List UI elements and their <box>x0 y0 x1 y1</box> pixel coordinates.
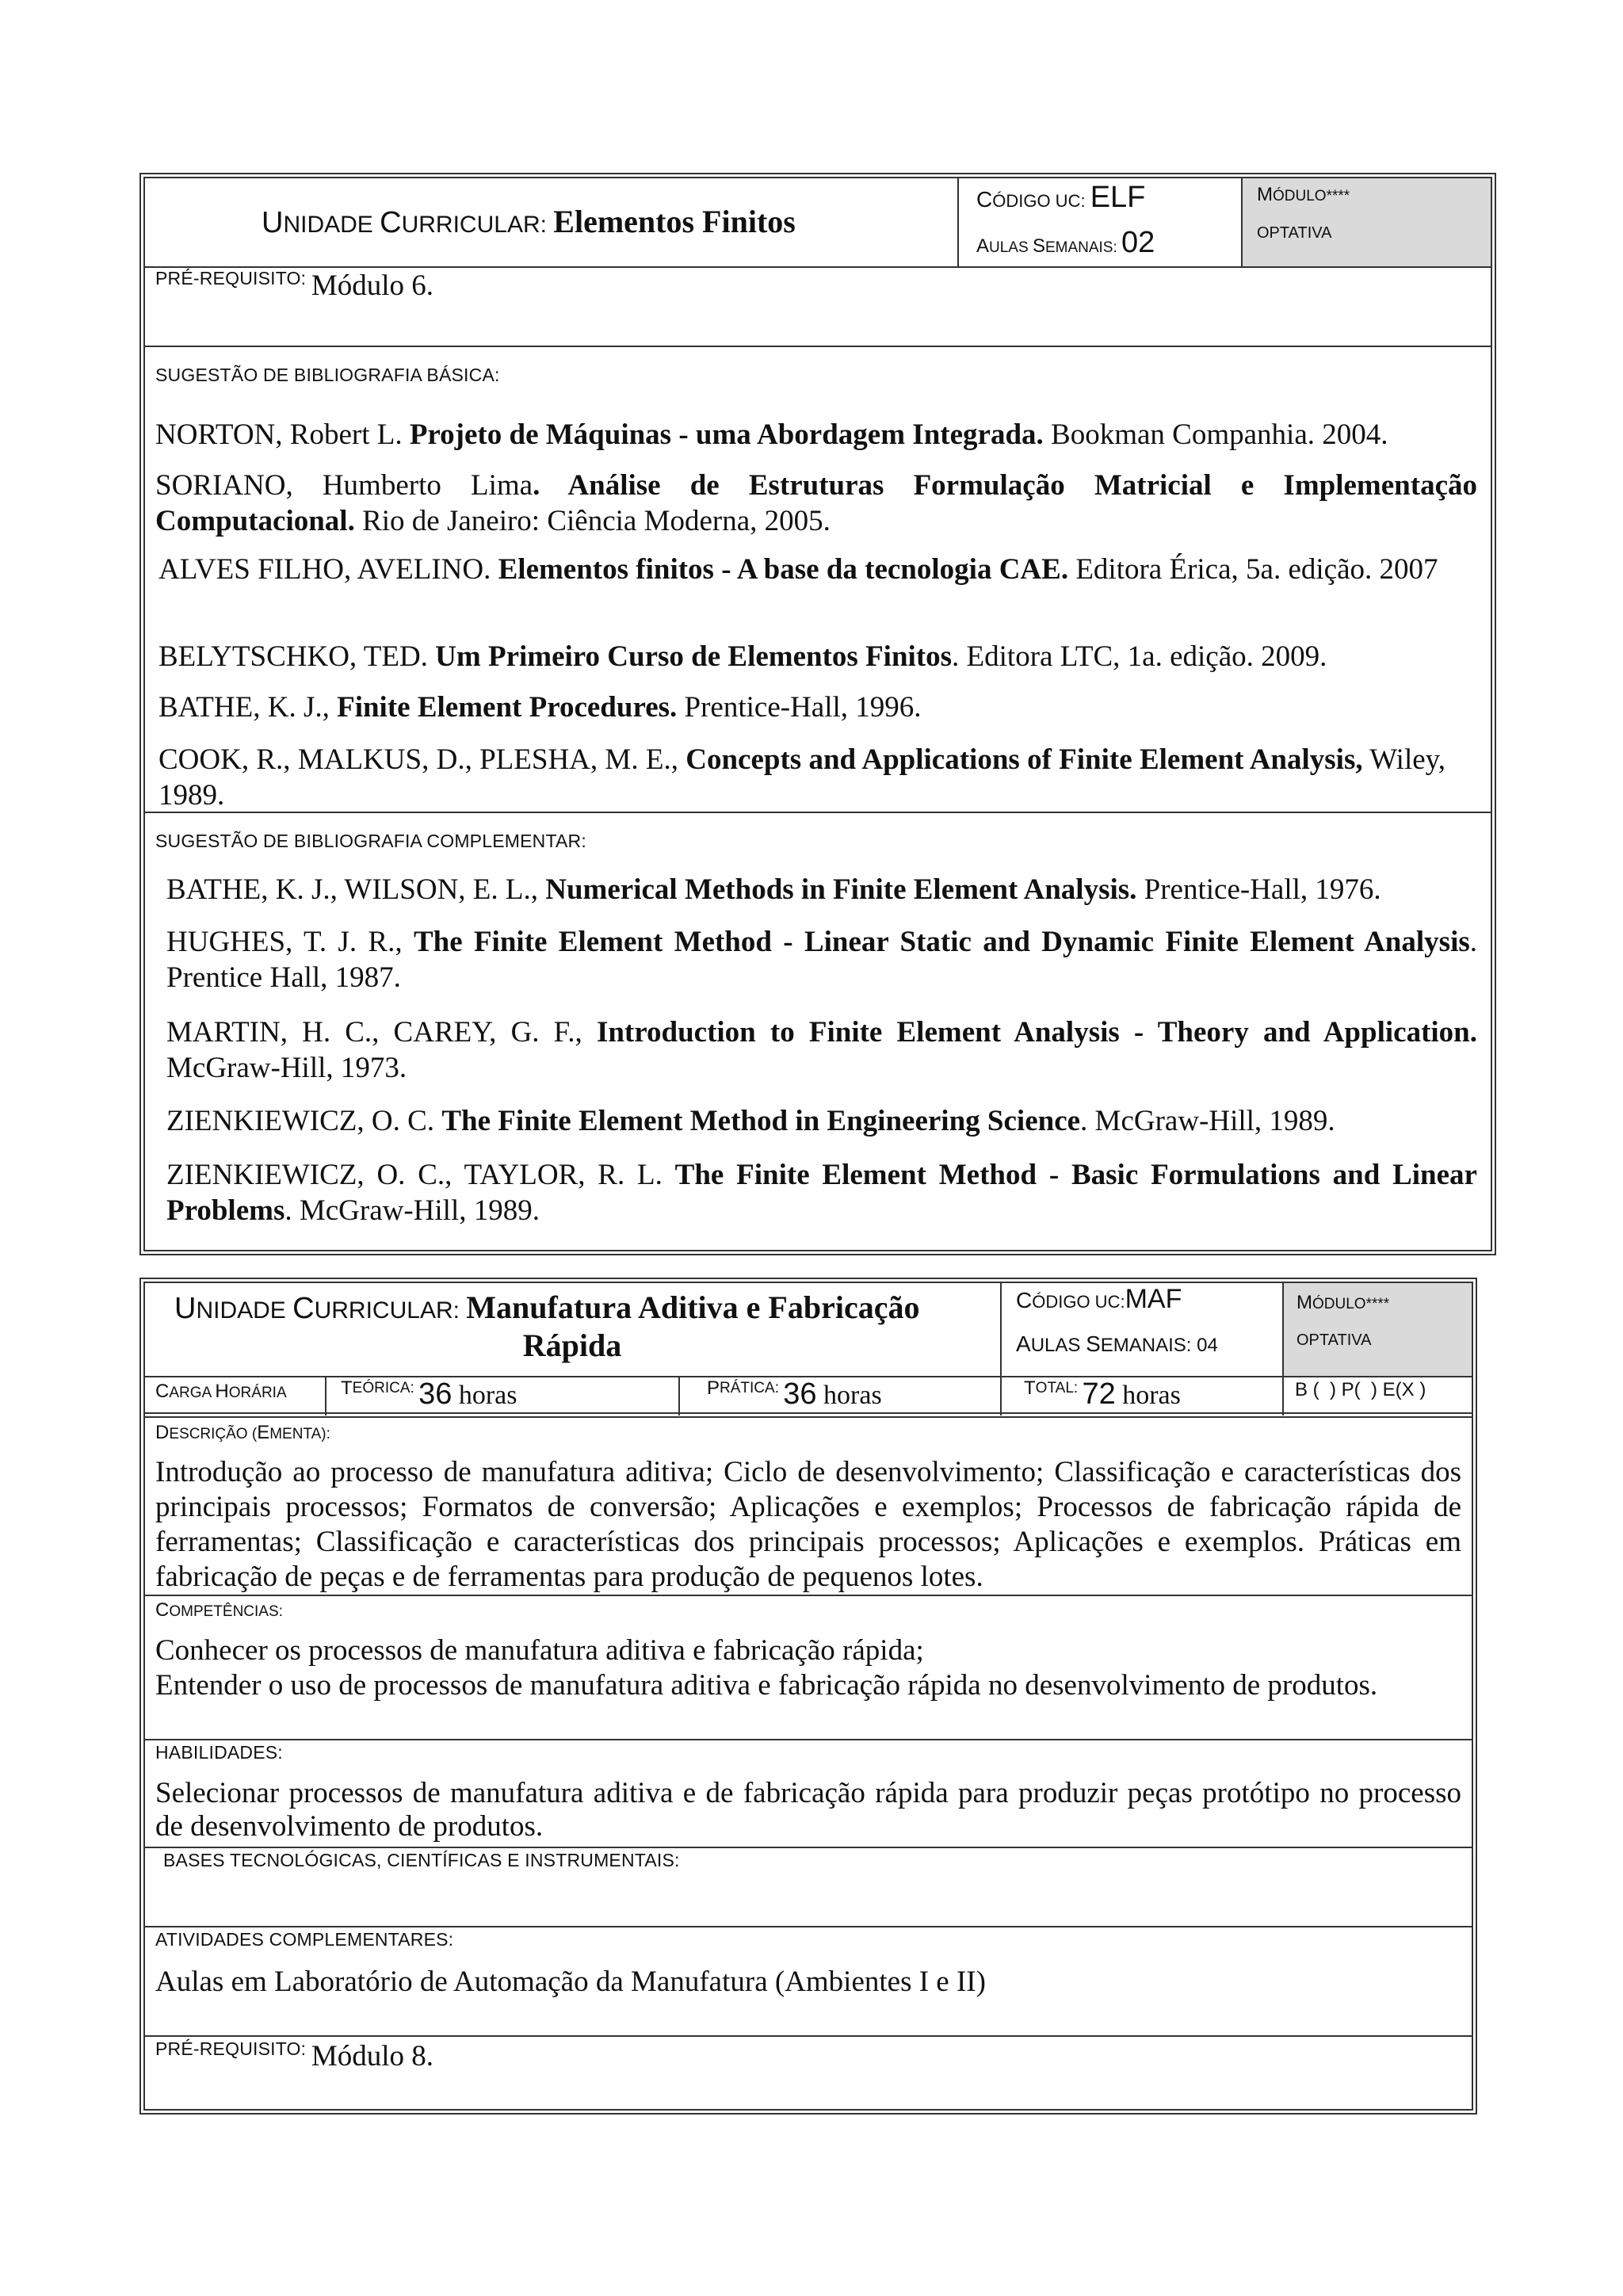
elf-basic-bib-item: NORTON, Robert L. Projeto de Máquinas - uma Abordagem Integrada. Bookman Companhia. 2004. <box>155 418 1388 451</box>
maf-competency-item: Conhecer os processos de manufatura aditiva e fabricação rápida; <box>155 1634 924 1667</box>
maf-activities-label: ATIVIDADES COMPLEMENTARES: <box>155 1929 454 1950</box>
elf-comp-bib-item: ZIENKIEWICZ, O. C., TAYLOR, R. L. The Finite Element Method - Basic Formulations and Linear Problems. McGraw-Hill, 1989. <box>166 1159 1477 1227</box>
elf-code-value: ELF <box>1090 181 1146 214</box>
maf-prereq: PRÉ-REQUISITO: Módulo 8. <box>155 2038 434 2073</box>
maf-module: MÓDULO**** <box>1296 1292 1390 1313</box>
elf-basic-bib-label: SUGESTÃO DE BIBLIOGRAFIA BÁSICA: <box>155 365 500 385</box>
maf-code: CÓDIGO UC:MAF <box>1016 1284 1182 1314</box>
elf-comp-bib-label: SUGESTÃO DE BIBLIOGRAFIA COMPLEMENTAR: <box>155 831 586 851</box>
elf-comp-bib-item: BATHE, K. J., WILSON, E. L., Numerical Methods in Finite Element Analysis. Prentice-Hall, 1976. <box>166 873 1381 906</box>
elf-basic-bib-item: ALVES FILHO, AVELINO. Elementos finitos - A base da tecnologia CAE. Editora Érica, 5a. edição. 2007 <box>158 553 1438 586</box>
maf-skills-label: HABILIDADES: <box>155 1742 283 1763</box>
maf-activities: Aulas em Laboratório de Automação da Manufatura (Ambientes I e II) <box>155 1966 986 1998</box>
maf-bases-label: BASES TECNOLÓGICAS, CIENTÍFICAS E INSTRUMENTAIS: <box>163 1850 680 1870</box>
maf-module-value: OPTATIVA <box>1296 1331 1372 1349</box>
maf-unit-title: UNIDADE CURRICULAR: Manufatura Aditiva e Fabricação <box>174 1289 920 1325</box>
maf-total: TOTAL: 72 horas <box>1024 1377 1181 1411</box>
elf-basic-bib-item: BATHE, K. J., Finite Element Procedures. Prentice-Hall, 1996. <box>158 691 922 724</box>
elf-prereq-value: Módulo 6. <box>311 269 434 302</box>
elf-unit-title: UNIDADE CURRICULAR: Elementos Finitos <box>262 204 796 239</box>
maf-bpe: B ( ) P( ) E(X ) <box>1295 1379 1426 1400</box>
elf-prereq: PRÉ-REQUISITO: Módulo 6. <box>155 268 434 302</box>
maf-unit-name-line2: Rápida <box>522 1328 622 1363</box>
maf-desc-label: DESCRIÇÃO (EMENTA): <box>155 1422 330 1443</box>
elf-weekly-value: 02 <box>1121 226 1155 259</box>
maf-practice: PRÁTICA: 36 horas <box>707 1377 882 1411</box>
maf-code-value: MAF <box>1125 1284 1182 1314</box>
elf-basic-bib-item: SORIANO, Humberto Lima. Análise de Estruturas Formulação Matricial e Implementação Computacional. Rio de Janeiro: Ciência Moderna, 2005. <box>155 469 1477 537</box>
maf-theory: TEÓRICA: 36 horas <box>341 1377 517 1411</box>
maf-weekly: AULAS SEMANAIS: 04 <box>1016 1331 1218 1356</box>
elf-module: MÓDULO**** <box>1257 184 1350 205</box>
elf-comp-bib-item: HUGHES, T. J. R., The Finite Element Method - Linear Static and Dynamic Finite Element Analysis. Prentice Hall, 1987. <box>166 926 1477 994</box>
maf-unit-name-line1: Manufatura Aditiva e Fabricação <box>466 1289 920 1325</box>
maf-description: Introdução ao processo de manufatura aditiva; Ciclo de desenvolvimento; Classificação e características dos principais processos; Formatos de conversão; Aplicações e exemplos; Processos de fabricação rápida de ferramentas; Classificação e características dos principais processos; Aplicações e exemplos. Práticas em fabricação de peças e de ferramentas para produção de pequenos lotes. <box>155 1456 1461 1593</box>
elf-code: CÓDIGO UC: ELF <box>976 181 1146 214</box>
elf-unit-name: Elementos Finitos <box>553 204 796 239</box>
elf-basic-bib-item: COOK, R., MALKUS, D., PLESHA, M. E., Concepts and Applications of Finite Element Analysis, Wiley, 1989. <box>158 743 1446 812</box>
maf-load-label: CARGA HORÁRIA <box>155 1381 287 1402</box>
elf-weekly: AULAS SEMANAIS: 02 <box>976 226 1155 259</box>
maf-competencies-label: COMPETÊNCIAS: <box>155 1599 283 1621</box>
elf-comp-bib-item: ZIENKIEWICZ, O. C. The Finite Element Method in Engineering Science. McGraw-Hill, 1989. <box>166 1105 1335 1137</box>
elf-module-value: OPTATIVA <box>1257 224 1332 242</box>
maf-competency-item: Entender o uso de processos de manufatura aditiva e fabricação rápida no desenvolvimento de produtos. <box>155 1669 1378 1702</box>
elf-comp-bib-item: MARTIN, H. C., CAREY, G. F., Introduction to Finite Element Analysis - Theory and Application. McGraw-Hill, 1973. <box>166 1016 1477 1084</box>
maf-prereq-value: Módulo 8. <box>311 2040 434 2073</box>
elf-basic-bib-item: BELYTSCHKO, TED. Um Primeiro Curso de Elementos Finitos. Editora LTC, 1a. edição. 2009. <box>158 640 1327 673</box>
maf-skills: Selecionar processos de manufatura aditiva e de fabricação rápida para produzir peças protótipo no processo de desenvolvimento de produtos. <box>155 1777 1461 1843</box>
